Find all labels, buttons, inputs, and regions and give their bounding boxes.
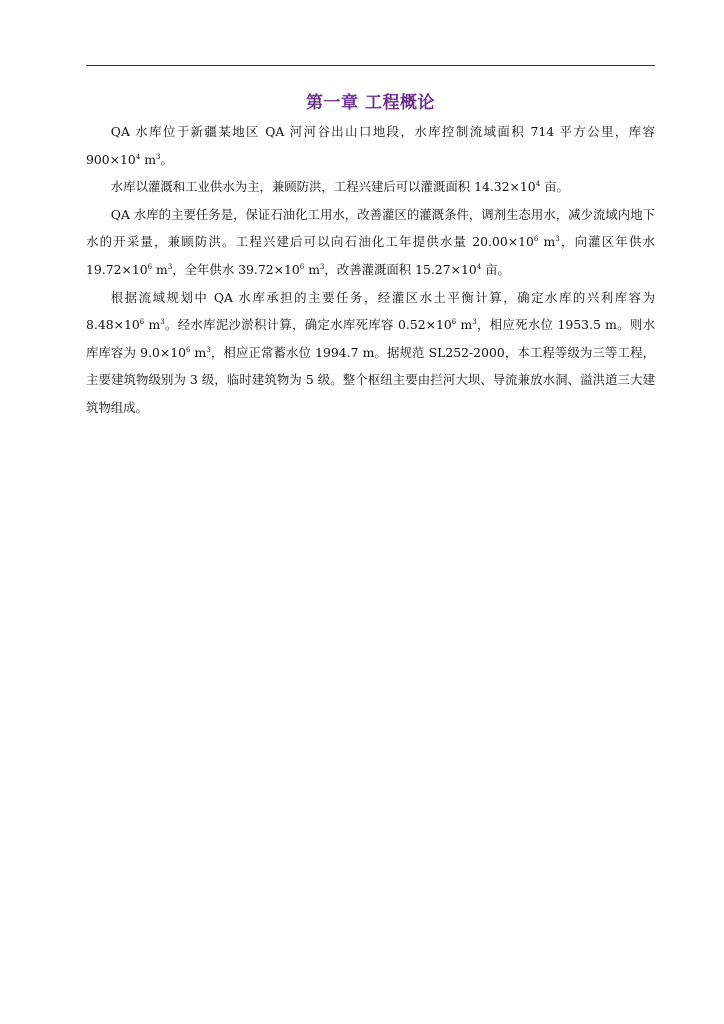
chapter-body bbox=[86, 118, 655, 422]
header-rule bbox=[86, 65, 655, 66]
paragraph-location: QA 水库位于新疆某地区 QA 河河谷出山口地段，水库控制流域面积 714 平方公里，库容 $900\times 10^4$ $m^3$。 bbox=[86, 124, 655, 167]
paragraph-purpose: 水库以灌溉和工业供水为主，兼顾防洪，工程兴建后可以灌溉面积 $14.32\times 10^4$ 亩。 bbox=[110, 179, 569, 195]
paragraph-main-tasks: QA 水库的主要任务是，保证石油化工用水，改善灌区的灌溉条件，调剂生态用水，减少流域内地下水的开采量，兼顾防洪。工程兴建后可以向石油化工年提供水量 $20.00\times 10^6$ $m^3$，向灌区年供水 $19.72\times 10^6$ $m^3$，全年供水 $39.72\times 10^6$ $m^3$，改善灌溉面积 $15.27\times 10^4$ 亩。 bbox=[86, 206, 656, 277]
paragraph-capacity: 根据流域规划中 QA 水库承担的主要任务，经灌区水土平衡计算，确定水库的兴利库容为 $8.48\times 10^6$ $m^3$。经水库泥沙淤积计算，确定水库死库容 $0.52\times 10^6$ $m^3$，相应死水位 1953.5 m。则水库库容为 $9.0\times 10^6$ $m^3$，相应正常蓄水位 1994.7 m。据规范 SL252-2000，本工程等级为三等工程，主要建筑物级别为 3 级，临时建筑物为 5 级。整个枢纽主要由拦河大坝、导流兼放水洞、溢洪道三大建筑物组成。 bbox=[86, 289, 655, 415]
chapter-title: 第一章 工程概论 bbox=[306, 93, 435, 113]
